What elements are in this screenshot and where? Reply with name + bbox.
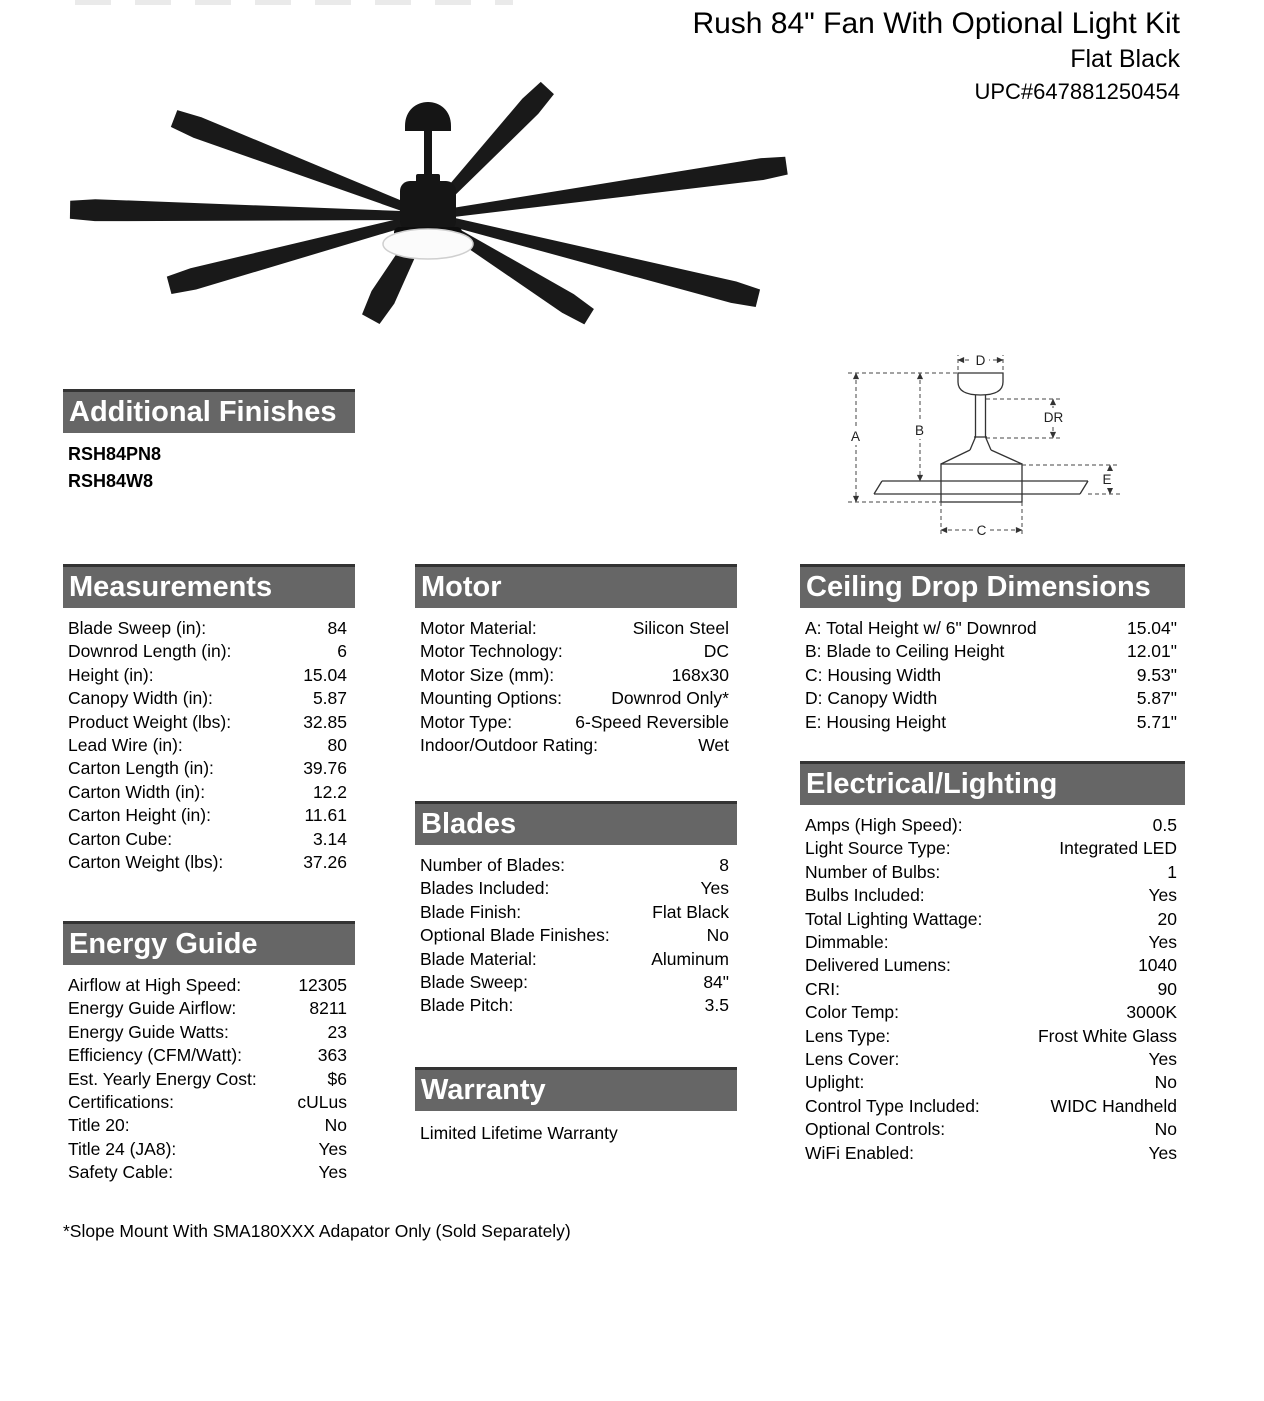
motor-header: Motor bbox=[415, 564, 737, 608]
spec-label: Blade Pitch: bbox=[420, 995, 514, 1016]
blades-header: Blades bbox=[415, 801, 737, 845]
spec-row bbox=[800, 1095, 1185, 1118]
spec-label: Indoor/Outdoor Rating: bbox=[420, 735, 599, 756]
spec-label: CRI: bbox=[805, 978, 840, 999]
measurements-header: Measurements bbox=[63, 564, 355, 608]
fan-motor-housing bbox=[400, 181, 456, 231]
spec-row bbox=[63, 757, 355, 780]
spec-label: Canopy Width (in): bbox=[68, 688, 213, 709]
spec-label: Motor Size (mm): bbox=[420, 664, 555, 685]
spec-label: Optional Controls: bbox=[805, 1119, 946, 1140]
spec-value: 84" bbox=[703, 972, 729, 993]
spec-row bbox=[800, 1142, 1185, 1165]
warranty-text: Limited Lifetime Warranty bbox=[420, 1123, 618, 1143]
spec-value: 6-Speed Reversible bbox=[575, 711, 729, 732]
spec-value: 8 bbox=[719, 855, 729, 875]
spec-row bbox=[415, 971, 737, 994]
spec-row bbox=[63, 781, 355, 804]
spec-row bbox=[63, 1091, 355, 1114]
spec-value: 0.5 bbox=[1152, 815, 1177, 835]
spec-label: Uplight: bbox=[805, 1072, 865, 1093]
spec-row bbox=[800, 908, 1185, 931]
spec-value: 32.85 bbox=[303, 711, 347, 732]
spec-value: 11.61 bbox=[304, 805, 347, 826]
spec-label: Lens Cover: bbox=[805, 1049, 900, 1070]
blades-section bbox=[415, 801, 737, 1018]
spec-label: Title 20: bbox=[68, 1115, 130, 1136]
spec-label: Efficiency (CFM/Watt): bbox=[68, 1045, 243, 1066]
spec-value: cULus bbox=[297, 1092, 347, 1113]
spec-value: 1 bbox=[1167, 861, 1177, 882]
spec-row bbox=[415, 901, 737, 924]
spec-value: 168x30 bbox=[671, 664, 729, 685]
spec-row bbox=[63, 617, 355, 640]
spec-row bbox=[800, 861, 1185, 884]
spec-label: E: Housing Height bbox=[805, 711, 947, 732]
spec-value: Wet bbox=[698, 735, 729, 756]
spec-row bbox=[415, 711, 737, 734]
spec-label: Height (in): bbox=[68, 664, 154, 685]
spec-label: D: Canopy Width bbox=[805, 688, 938, 709]
spec-value: Aluminum bbox=[651, 948, 729, 969]
spec-label: Lead Wire (in): bbox=[68, 735, 183, 756]
diagram-canopy bbox=[958, 373, 1003, 395]
spec-value: Yes bbox=[1148, 1142, 1177, 1163]
spec-value: 6 bbox=[337, 641, 347, 662]
spec-row bbox=[63, 804, 355, 827]
blades-rows bbox=[415, 854, 737, 1018]
electrical-rows bbox=[800, 814, 1185, 1165]
spec-label: A: Total Height w/ 6" Downrod bbox=[805, 618, 1037, 638]
spec-row bbox=[800, 884, 1185, 907]
spec-label: Carton Weight (lbs): bbox=[68, 852, 224, 873]
fan-canopy bbox=[405, 102, 451, 131]
spec-label: Downrod Length (in): bbox=[68, 641, 232, 662]
spec-label: Delivered Lumens: bbox=[805, 955, 951, 976]
spec-label: Mounting Options: bbox=[420, 688, 563, 709]
spec-value: 5.71" bbox=[1136, 711, 1177, 732]
spec-label: Safety Cable: bbox=[68, 1162, 174, 1183]
finish-code-list bbox=[63, 441, 355, 495]
electrical-header: Electrical/Lighting bbox=[800, 761, 1185, 805]
diagram-housing bbox=[941, 464, 1022, 502]
spec-value: Yes bbox=[1148, 1049, 1177, 1070]
ceiling-drop-rows bbox=[800, 617, 1185, 734]
motor-section bbox=[415, 564, 737, 757]
warranty-section bbox=[415, 1067, 737, 1144]
measurements-section bbox=[63, 564, 355, 874]
spec-value: 3.5 bbox=[704, 995, 729, 1016]
spec-row bbox=[415, 877, 737, 900]
slope-mount-footnote: *Slope Mount With SMA180XXX Adapator Only (Sold Separately) bbox=[63, 1221, 571, 1241]
spec-value: $6 bbox=[327, 1068, 347, 1089]
spec-row bbox=[63, 734, 355, 757]
spec-label: Carton Cube: bbox=[68, 828, 173, 849]
spec-row bbox=[800, 1071, 1185, 1094]
spec-label: Title 24 (JA8): bbox=[68, 1138, 177, 1159]
spec-value: 12.2 bbox=[312, 781, 347, 802]
spec-value: Downrod Only* bbox=[611, 688, 729, 709]
spec-value: DC bbox=[703, 641, 729, 662]
spec-row bbox=[800, 814, 1185, 837]
spec-row bbox=[415, 994, 737, 1017]
spec-row bbox=[63, 1161, 355, 1184]
spec-row bbox=[63, 1021, 355, 1044]
spec-row bbox=[415, 687, 737, 710]
spec-label: Certifications: bbox=[68, 1092, 175, 1113]
dim-label-c: C bbox=[976, 523, 987, 538]
finish-code: RSH84PN8 bbox=[68, 444, 162, 464]
dimension-diagram bbox=[836, 342, 1158, 547]
spec-label: Number of Bulbs: bbox=[805, 861, 941, 882]
spec-value: 9.53" bbox=[1136, 664, 1177, 685]
spec-label: Optional Blade Finishes: bbox=[420, 925, 610, 946]
spec-row bbox=[415, 948, 737, 971]
spec-value: No bbox=[1154, 1072, 1177, 1093]
spec-row bbox=[800, 687, 1185, 710]
ceiling-drop-header: Ceiling Drop Dimensions bbox=[800, 564, 1185, 608]
spec-value: 8211 bbox=[309, 998, 347, 1019]
spec-value: 12305 bbox=[298, 975, 347, 995]
spec-value: Silicon Steel bbox=[632, 618, 729, 638]
spec-label: Blade Finish: bbox=[420, 901, 522, 922]
energy-guide-rows bbox=[63, 974, 355, 1185]
ceiling-drop-section bbox=[800, 564, 1185, 734]
spec-value: Yes bbox=[318, 1162, 347, 1183]
spec-value: Frost White Glass bbox=[1037, 1025, 1177, 1046]
spec-value: 23 bbox=[327, 1021, 347, 1042]
spec-row bbox=[800, 1048, 1185, 1071]
spec-label: Blade Sweep: bbox=[420, 972, 528, 993]
spec-value: WIDC Handheld bbox=[1050, 1095, 1177, 1116]
spec-label: Dimmable: bbox=[805, 932, 889, 953]
spec-label: Blade Material: bbox=[420, 948, 537, 969]
dim-label-d: D bbox=[975, 353, 986, 368]
spec-label: Energy Guide Airflow: bbox=[68, 998, 237, 1019]
cropped-header-remnant bbox=[75, 0, 513, 5]
spec-label: Control Type Included: bbox=[805, 1095, 980, 1116]
spec-row bbox=[800, 954, 1185, 977]
spec-row bbox=[415, 664, 737, 687]
spec-row bbox=[63, 711, 355, 734]
spec-row bbox=[415, 854, 737, 877]
spec-label: Number of Blades: bbox=[420, 855, 565, 875]
spec-label: Product Weight (lbs): bbox=[68, 711, 232, 732]
spec-label: WiFi Enabled: bbox=[805, 1142, 914, 1163]
spec-label: Carton Width (in): bbox=[68, 781, 206, 802]
spec-value: 20 bbox=[1157, 908, 1177, 929]
finish-code: RSH84W8 bbox=[68, 471, 154, 491]
spec-label: Lens Type: bbox=[805, 1025, 891, 1046]
spec-row bbox=[800, 617, 1185, 640]
spec-row bbox=[63, 1114, 355, 1137]
spec-label: Total Lighting Wattage: bbox=[805, 908, 983, 929]
spec-value: 12.01" bbox=[1126, 641, 1177, 662]
spec-label: B: Blade to Ceiling Height bbox=[805, 641, 1005, 662]
product-upc: UPC#647881250454 bbox=[974, 79, 1180, 104]
spec-label: Motor Technology: bbox=[420, 641, 563, 662]
spec-value: 90 bbox=[1157, 978, 1177, 999]
spec-row bbox=[63, 687, 355, 710]
spec-label: Amps (High Speed): bbox=[805, 815, 963, 835]
spec-row bbox=[63, 851, 355, 874]
spec-row bbox=[800, 837, 1185, 860]
spec-row bbox=[63, 664, 355, 687]
spec-row bbox=[415, 640, 737, 663]
motor-rows bbox=[415, 617, 737, 757]
spec-value: Yes bbox=[1148, 932, 1177, 953]
spec-value: 363 bbox=[317, 1045, 347, 1066]
spec-label: Motor Material: bbox=[420, 618, 537, 638]
spec-label: Energy Guide Watts: bbox=[68, 1021, 229, 1042]
warranty-header: Warranty bbox=[415, 1067, 737, 1111]
dim-label-a: A bbox=[850, 429, 861, 444]
spec-label: Bulbs Included: bbox=[805, 885, 925, 906]
spec-value: 1040 bbox=[1138, 955, 1177, 976]
spec-row bbox=[800, 1025, 1185, 1048]
spec-value: Flat Black bbox=[652, 901, 729, 922]
spec-value: No bbox=[706, 925, 729, 946]
fan-product-image bbox=[52, 48, 802, 326]
spec-row bbox=[800, 664, 1185, 687]
spec-label: C: Housing Width bbox=[805, 664, 942, 685]
spec-row bbox=[800, 711, 1185, 734]
spec-value: Integrated LED bbox=[1059, 838, 1177, 859]
spec-value: 80 bbox=[327, 735, 347, 756]
spec-label: Color Temp: bbox=[805, 1002, 900, 1023]
spec-value: No bbox=[324, 1115, 347, 1136]
energy-guide-section bbox=[63, 921, 355, 1185]
spec-label: Light Source Type: bbox=[805, 838, 951, 859]
spec-value: 37.26 bbox=[303, 852, 347, 873]
spec-value: 15.04" bbox=[1126, 618, 1177, 638]
energy-guide-header: Energy Guide bbox=[63, 921, 355, 965]
spec-row bbox=[415, 924, 737, 947]
dim-label-b: B bbox=[914, 423, 925, 438]
spec-value: Yes bbox=[700, 878, 729, 899]
spec-row bbox=[415, 734, 737, 757]
spec-label: Motor Type: bbox=[420, 711, 513, 732]
spec-value: Yes bbox=[1148, 885, 1177, 906]
spec-value: 3000K bbox=[1126, 1002, 1177, 1023]
dim-label-dr: DR bbox=[1043, 410, 1064, 425]
spec-row bbox=[63, 997, 355, 1020]
spec-value: No bbox=[1154, 1119, 1177, 1140]
spec-row bbox=[800, 931, 1185, 954]
fan-downrod bbox=[424, 131, 432, 177]
spec-label: Est. Yearly Energy Cost: bbox=[68, 1068, 257, 1089]
measurements-rows bbox=[63, 617, 355, 874]
product-title: Rush 84" Fan With Optional Light Kit bbox=[692, 7, 1180, 40]
spec-value: Yes bbox=[318, 1138, 347, 1159]
spec-value: 39.76 bbox=[303, 758, 347, 779]
fan-light-lens bbox=[383, 229, 473, 259]
spec-row bbox=[800, 978, 1185, 1001]
spec-label: Blade Sweep (in): bbox=[68, 618, 207, 638]
spec-label: Carton Length (in): bbox=[68, 758, 214, 779]
product-finish: Flat Black bbox=[1070, 45, 1180, 73]
spec-value: 5.87 bbox=[312, 688, 347, 709]
spec-label: Blades Included: bbox=[420, 878, 550, 899]
electrical-section bbox=[800, 761, 1185, 1165]
spec-row bbox=[800, 640, 1185, 663]
spec-row bbox=[63, 1138, 355, 1161]
spec-row bbox=[63, 974, 355, 997]
spec-row bbox=[800, 1118, 1185, 1141]
spec-value: 15.04 bbox=[303, 664, 347, 685]
spec-row bbox=[415, 617, 737, 640]
dim-label-e: E bbox=[1102, 472, 1112, 487]
spec-row bbox=[63, 1044, 355, 1067]
spec-value: 5.87" bbox=[1136, 688, 1177, 709]
spec-label: Carton Height (in): bbox=[68, 805, 211, 826]
additional-finishes-header: Additional Finishes bbox=[63, 389, 355, 433]
spec-value: 3.14 bbox=[312, 828, 347, 849]
spec-row bbox=[63, 1068, 355, 1091]
spec-row bbox=[63, 640, 355, 663]
spec-value: 84 bbox=[327, 618, 347, 638]
additional-finishes-section bbox=[63, 389, 355, 495]
spec-row bbox=[800, 1001, 1185, 1024]
spec-row bbox=[63, 828, 355, 851]
spec-label: Airflow at High Speed: bbox=[68, 975, 242, 995]
